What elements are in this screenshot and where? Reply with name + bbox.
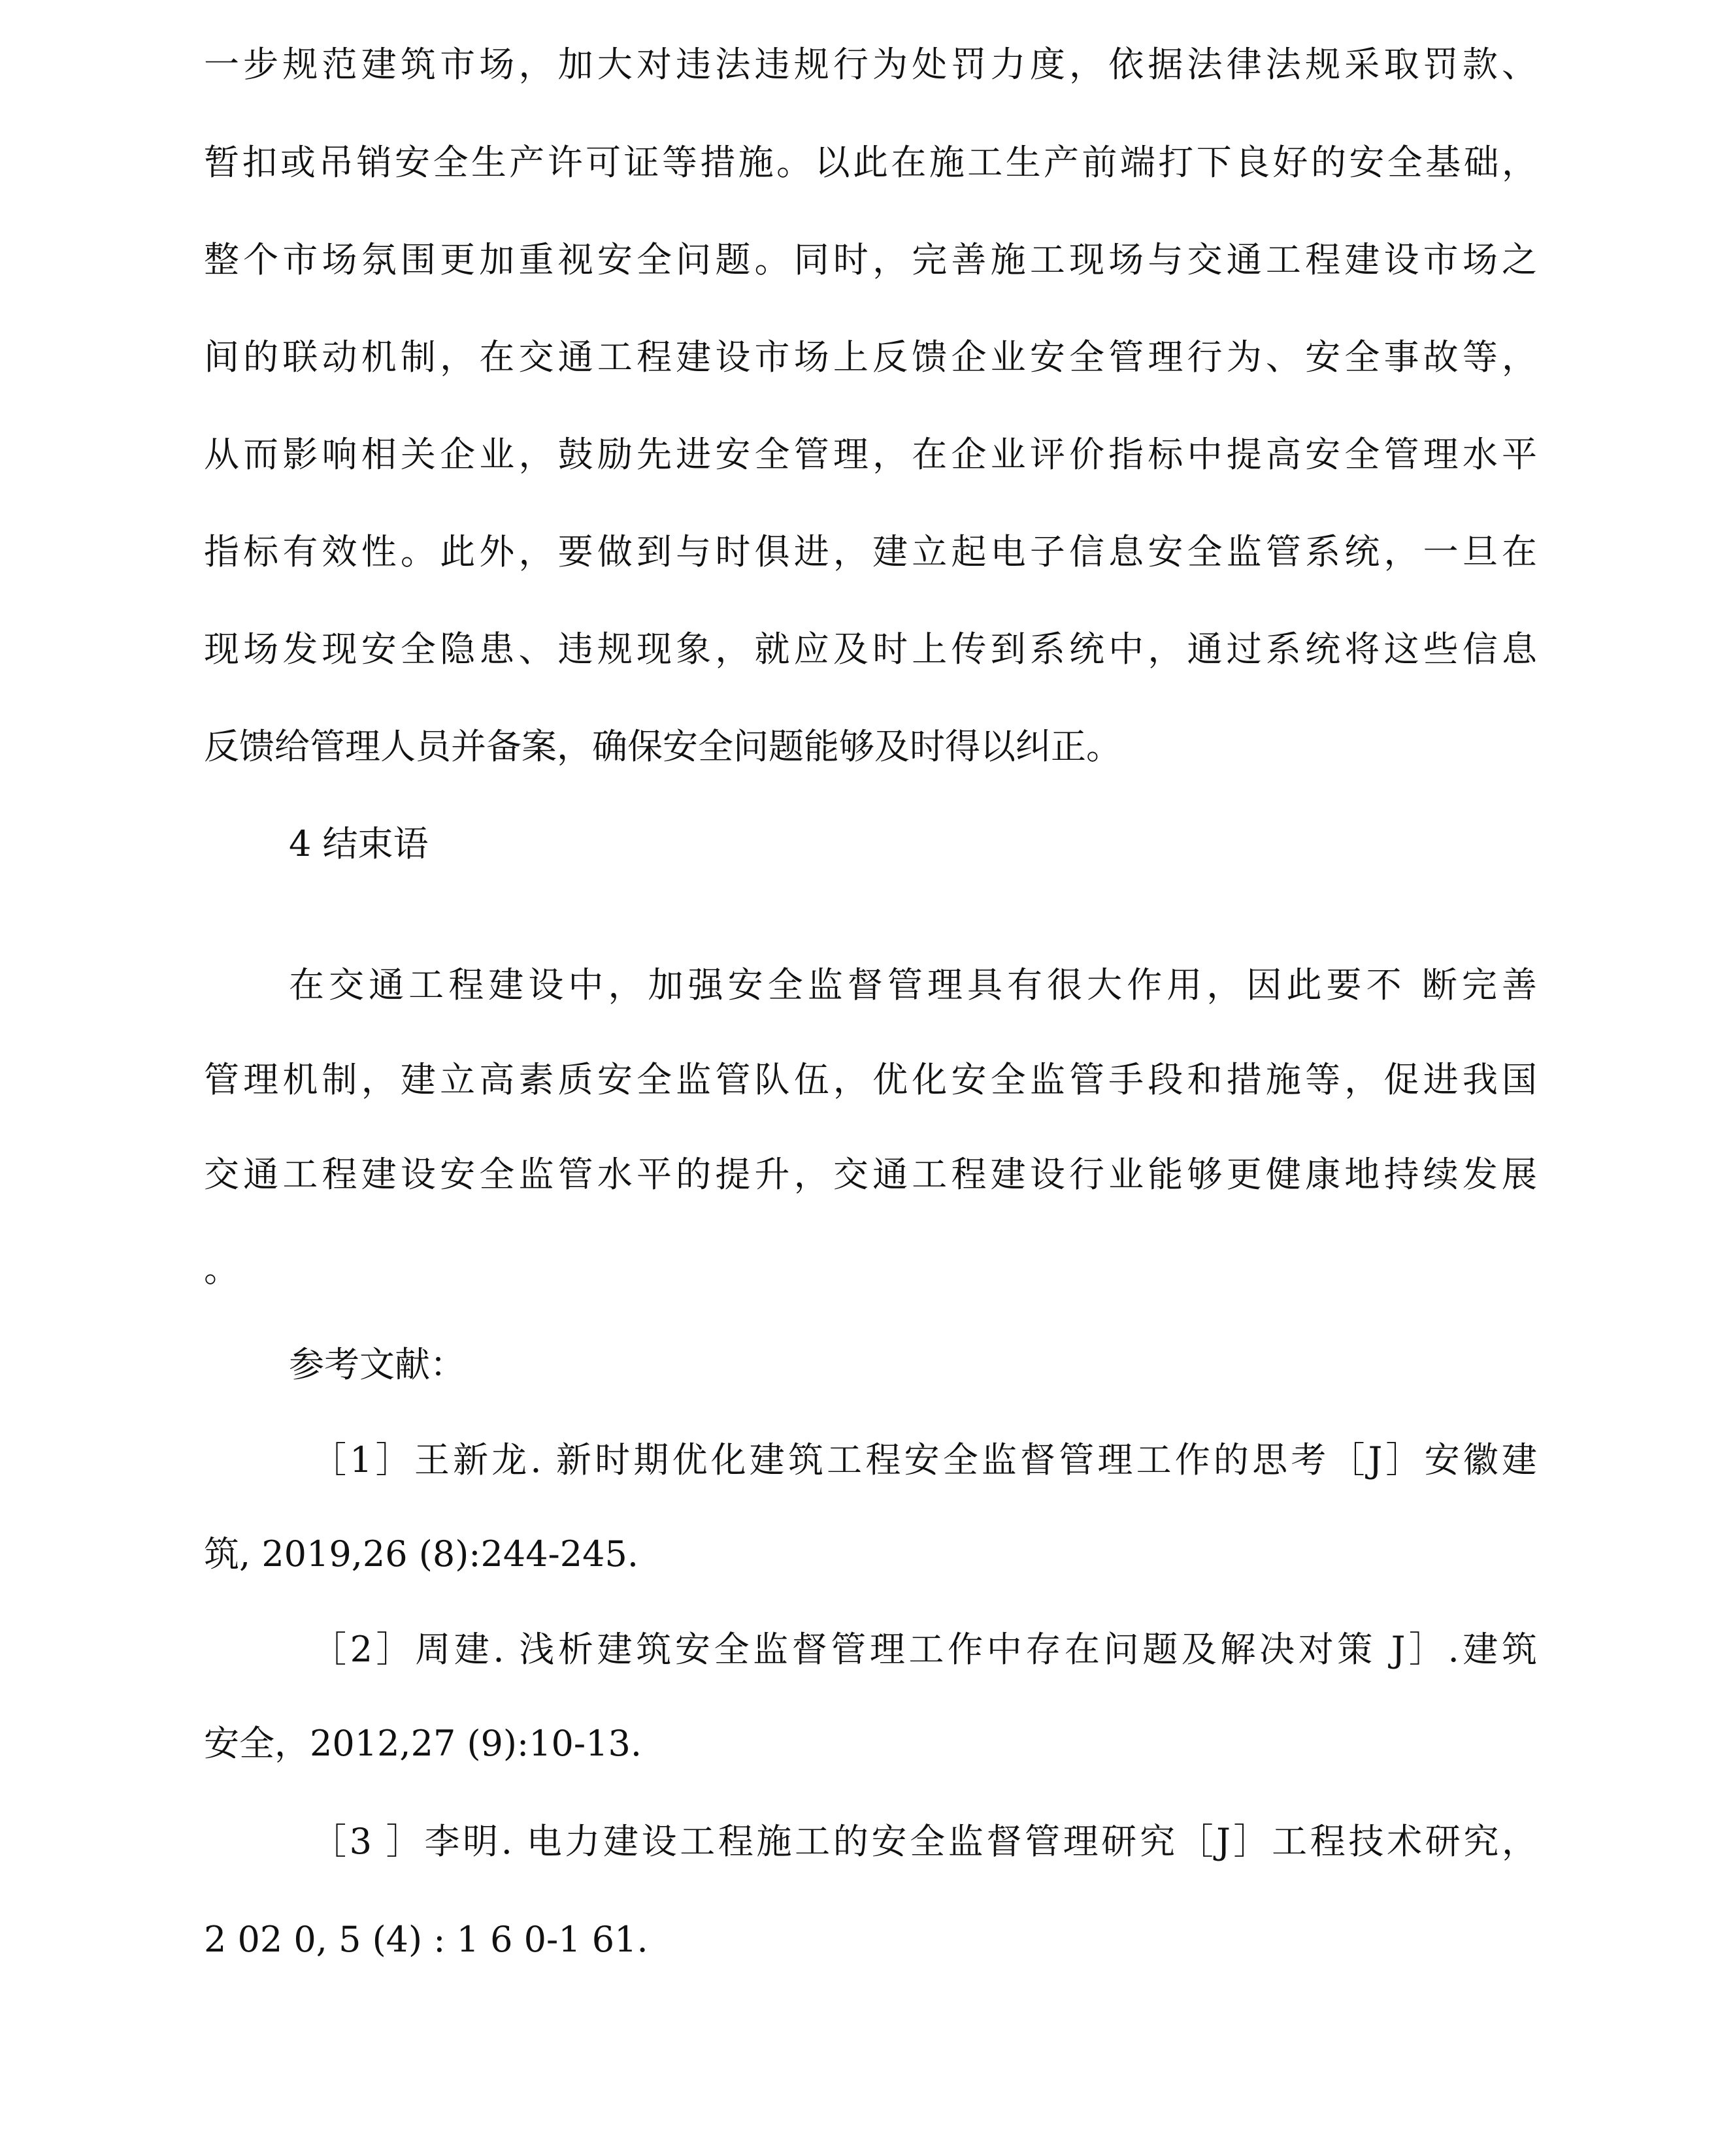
conclusion-text-line: 在交通工程建设中，加强安全监督管理具有很大作用，因此要不 断完善 [289, 964, 1537, 1005]
body-text-line: 反馈给管理人员并备案，确保安全问题能够及时得以纠正。 [204, 726, 1121, 767]
conclusion-text-line: 管理机制，建立高素质安全监管队伍，优化安全监管手段和措施等，促进我国 [204, 1059, 1537, 1100]
reference-item-line: ［2］周建. 浅析建筑安全监督管理工作中存在问题及解决对策 J］.建筑 [311, 1629, 1537, 1670]
body-text-line: 一步规范建筑市场，加大对违法违规行为处罚力度，依据法律法规采取罚款、 [204, 44, 1537, 85]
body-text-line: 现场发现安全隐患、违规现象，就应及时上传到系统中，通过系统将这些信息 [204, 629, 1537, 670]
body-text-line: 从而影响相关企业，鼓励先进安全管理，在企业评价指标中提高安全管理水平 [204, 434, 1537, 475]
section-heading: 4 结束语 [289, 823, 429, 864]
body-text-line: 间的联动机制，在交通工程建设市场上反馈企业安全管理行为、安全事故等， [204, 336, 1537, 378]
reference-item-line: 筑, 2019,26 (8):244-245. [204, 1533, 639, 1575]
references-heading: 参考文献： [289, 1344, 465, 1385]
reference-item-line: ［3 ］李明. 电力建设工程施工的安全监督管理研究［J］工程技术研究， [311, 1821, 1537, 1862]
body-text-line: 暂扣或吊销安全生产许可证等措施。以此在施工生产前端打下良好的安全基础， [204, 142, 1537, 183]
conclusion-text-line: 交通工程建设安全监管水平的提升，交通工程建设行业能够更健康地持续发展 [204, 1154, 1537, 1195]
reference-item-line: ［1］王新龙. 新时期优化建筑工程安全监督管理工作的思考［J］安徽建 [311, 1439, 1537, 1480]
conclusion-text-line: 。 [204, 1249, 239, 1290]
body-text-line: 整个市场氛围更加重视安全问题。同时，完善施工现场与交通工程建设市场之 [204, 239, 1537, 280]
reference-item-line: 2 02 0, 5 (4) : 1 6 0-1 61. [204, 1919, 648, 1960]
reference-item-line: 安全，2012,27 (9):10-13. [204, 1723, 642, 1764]
body-text-line: 指标有效性。此外，要做到与时俱进，建立起电子信息安全监管系统，一旦在 [204, 531, 1537, 572]
